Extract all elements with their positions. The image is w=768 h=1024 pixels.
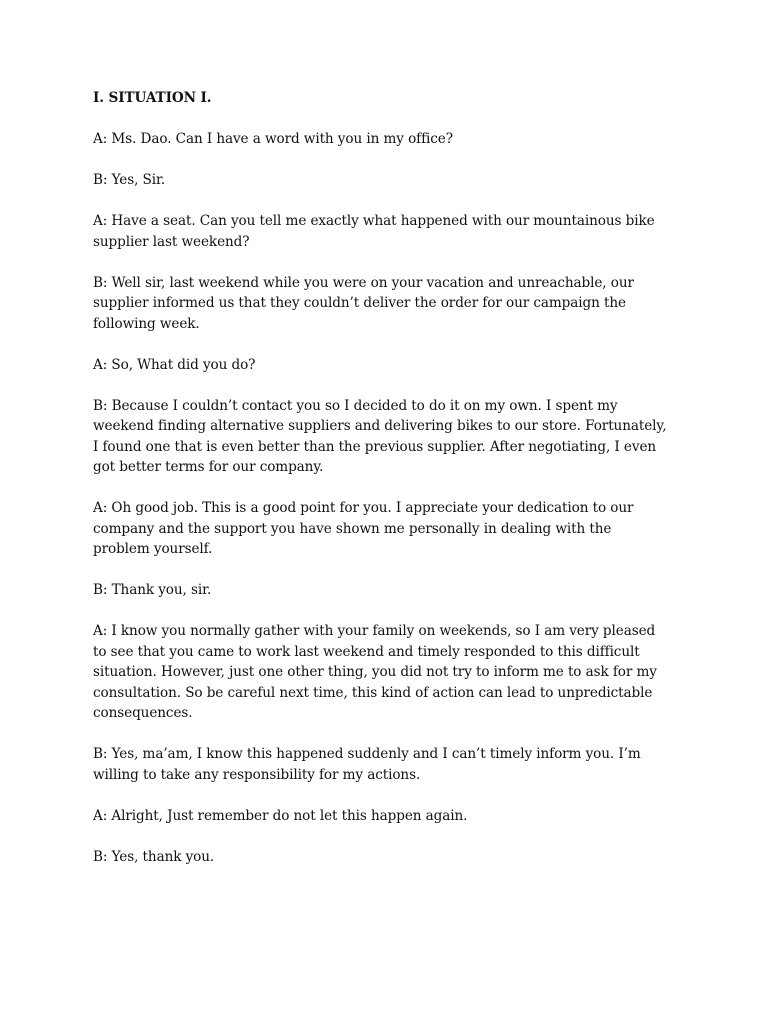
- text-line: A: Ms. Dao. Can I have a word with you in my office?: [93, 131, 453, 147]
- dialogue-paragraph: [93, 498, 693, 560]
- text-line: A: Alright, Just remember do not let this happen again.: [93, 807, 468, 824]
- text-line: B: Thank you, sir.: [93, 582, 212, 598]
- dialogue-paragraph: [93, 621, 693, 724]
- section-heading: I. SITUATION I.: [93, 90, 212, 106]
- dialogue-paragraph: [93, 744, 693, 785]
- dialogue-paragraph: [93, 355, 693, 376]
- dialogue-paragraph: [93, 580, 693, 601]
- text-line: B: Well sir, last weekend while you were on your vacation and unreachable, our: [93, 274, 634, 291]
- text-line: following week.: [93, 315, 200, 332]
- text-line: willing to take any responsibility for my actions.: [93, 766, 421, 783]
- text-line: supplier informed us that they couldn’t deliver the order for our campaign the: [93, 295, 626, 311]
- text-line: supplier last weekend?: [93, 233, 250, 250]
- dialogue-paragraph: [93, 129, 693, 150]
- dialogue-paragraph: [93, 396, 693, 478]
- text-line: B: Because I couldn’t contact you so I decided to do it on my own. I spent my: [93, 397, 618, 414]
- text-line: company and the support you have shown me personally in dealing with the: [93, 520, 612, 537]
- text-line: I found one that is even better than the previous supplier. After negotiating, I even: [93, 438, 657, 455]
- dialogue-paragraph: [93, 847, 693, 868]
- text-line: B: Yes, ma’am, I know this happened suddenly and I can’t timely inform you. I’m: [93, 746, 641, 762]
- dialogue: [93, 129, 693, 867]
- dialogue-paragraph: [93, 806, 693, 827]
- text-line: A: Oh good job. This is a good point for you. I appreciate your dedication to our: [93, 500, 634, 516]
- dialogue-paragraph: [93, 273, 693, 335]
- text-line: A: Have a seat. Can you tell me exactly what happened with our mountainous bike: [93, 213, 655, 229]
- text-line: problem yourself.: [93, 541, 213, 557]
- text-line: got better terms for our company.: [93, 459, 324, 475]
- dialogue-paragraph: [93, 211, 693, 252]
- text-line: weekend finding alternative suppliers and delivering bikes to our store. Fortunately,: [93, 418, 667, 434]
- text-line: to see that you came to work last weekend and timely responded to this difficult: [93, 643, 640, 660]
- text-line: A: So, What did you do?: [93, 356, 256, 373]
- dialogue-paragraph: [93, 170, 693, 191]
- text-line: consultation. So be careful next time, this kind of action can lead to unpredictable: [93, 684, 653, 701]
- text-line: consequences.: [93, 705, 193, 721]
- text-line: situation. However, just one other thing, you did not try to inform me to ask for my: [93, 664, 657, 680]
- text-line: B: Yes, Sir.: [93, 172, 166, 188]
- text-line: A: I know you normally gather with your family on weekends, so I am very pleased: [93, 623, 656, 639]
- document-body: [93, 88, 693, 888]
- text-line: B: Yes, thank you.: [93, 848, 215, 865]
